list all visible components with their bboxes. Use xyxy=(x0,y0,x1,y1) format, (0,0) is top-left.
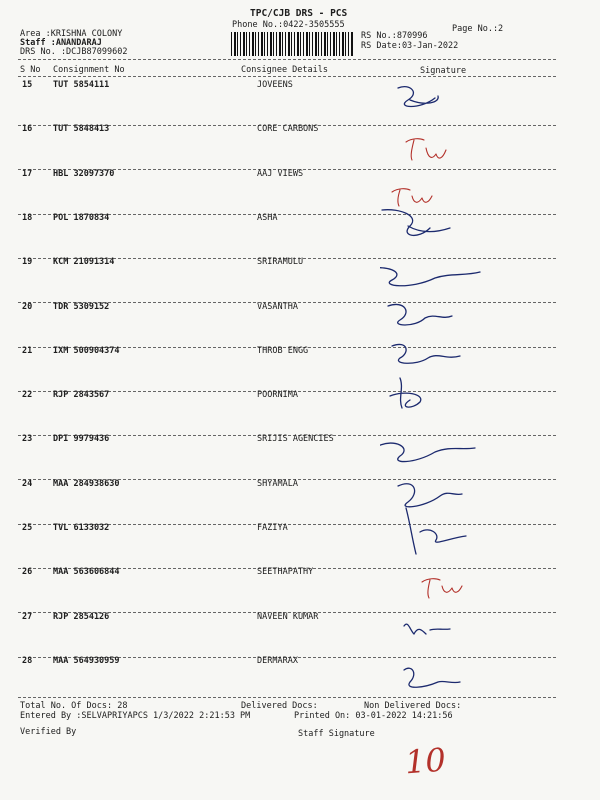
row-consignee: DERMARAX xyxy=(257,656,298,666)
column-consignment: Consignment No xyxy=(53,65,125,75)
signature-row-27 xyxy=(404,624,450,634)
area-label: Area :KRISHNA COLONY xyxy=(20,29,123,39)
row-consignee: POORNIMA xyxy=(257,390,298,400)
signature-row-25 xyxy=(406,508,466,554)
row-consignment-no: MAA 284938630 xyxy=(53,479,120,489)
row-sno: 20 xyxy=(22,302,33,312)
non-delivered-docs: Non Delivered Docs: xyxy=(364,701,462,711)
row-sno: 28 xyxy=(22,656,33,666)
row-consignee: FAZIYA xyxy=(257,523,288,533)
row-consignee: AAJ VIEWS xyxy=(257,169,304,179)
entered-by: Entered By :SELVAPRIYAPCS 1/3/2022 2:21:53 PM xyxy=(20,711,251,721)
staff-label: Staff :ANANDARAJ xyxy=(20,38,102,48)
row-consignee: SEETHAPATHY xyxy=(257,567,314,577)
signature-row-18 xyxy=(382,210,450,236)
signature-row-19 xyxy=(380,268,480,286)
phone-number: Phone No.:0422-3505555 xyxy=(232,20,345,30)
signature-row-17 xyxy=(392,189,432,206)
divider xyxy=(18,59,556,60)
row-consignment-no: TUT 5848413 xyxy=(53,124,110,134)
row-consignee: THROB ENGG xyxy=(257,346,309,356)
signature-row-21 xyxy=(392,344,460,363)
page-number: Page No.:2 xyxy=(452,24,504,34)
row-consignment-no: TDR 5309152 xyxy=(53,302,110,312)
row-consignee: CORE CARBONS xyxy=(257,124,319,134)
row-consignee: VASANTHA xyxy=(257,302,298,312)
row-sno: 26 xyxy=(22,567,33,577)
drs-number: DRS No. :DCJB87099602 xyxy=(20,47,128,57)
delivered-docs: Delivered Docs: xyxy=(241,701,318,711)
row-sno: 16 xyxy=(22,124,33,134)
signature-row-23 xyxy=(380,443,475,462)
signature-row-20 xyxy=(388,304,452,325)
rs-number: RS No.:870996 xyxy=(361,31,428,41)
signature-row-16 xyxy=(406,139,446,160)
row-sno: 18 xyxy=(22,213,33,223)
row-consignment-no: MAA 563606844 xyxy=(53,567,120,577)
document-title: TPC/CJB DRS - PCS xyxy=(250,8,348,19)
row-consignee: JOVEENS xyxy=(257,80,293,90)
row-sno: 25 xyxy=(22,523,33,533)
staff-signature-label: Staff Signature xyxy=(298,729,375,739)
row-consignment-no: RJP 2854126 xyxy=(53,612,110,622)
row-consignment-no: HBL 32097370 xyxy=(53,169,115,179)
rs-date: RS Date:03-Jan-2022 xyxy=(361,41,459,51)
row-sno: 19 xyxy=(22,257,33,267)
total-docs: Total No. Of Docs: 28 xyxy=(20,701,128,711)
signature-row-26 xyxy=(422,579,462,598)
divider xyxy=(18,76,556,77)
signatures-column xyxy=(380,78,570,700)
divider xyxy=(18,697,556,698)
row-consignment-no: TUT 5854111 xyxy=(53,80,110,90)
column-signature: Signature xyxy=(420,66,467,76)
signature-row-15 xyxy=(398,87,438,107)
signature-row-24 xyxy=(398,484,462,507)
row-consignment-no: KCM 21091314 xyxy=(53,257,115,267)
column-consignee: Consignee Details xyxy=(241,65,328,75)
row-consignment-no: MAA 564930959 xyxy=(53,656,120,666)
row-consignment-no: RJP 2843567 xyxy=(53,390,110,400)
row-sno: 15 xyxy=(22,80,33,90)
barcode xyxy=(231,32,353,56)
row-sno: 22 xyxy=(22,390,33,400)
row-consignment-no: IXM 500904374 xyxy=(53,346,120,356)
signature-row-28 xyxy=(404,668,460,687)
row-consignee: SRIRAMULU xyxy=(257,257,304,267)
row-sno: 23 xyxy=(22,434,33,444)
row-sno: 21 xyxy=(22,346,33,356)
row-sno: 27 xyxy=(22,612,33,622)
row-consignment-no: TVL 6133032 xyxy=(53,523,110,533)
verified-by: Verified By xyxy=(20,727,77,737)
row-sno: 24 xyxy=(22,479,33,489)
row-consignee: ASHA xyxy=(257,213,278,223)
row-consignment-no: DPI 9979436 xyxy=(53,434,110,444)
signature-row-22 xyxy=(390,378,421,408)
row-consignee: SHYAMALA xyxy=(257,479,298,489)
row-consignee: NAVEEN KUMAR xyxy=(257,612,319,622)
printed-on: Printed On: 03-01-2022 14:21:56 xyxy=(294,711,453,721)
row-sno: 17 xyxy=(22,169,33,179)
handwritten-count: 10 xyxy=(403,740,447,782)
row-consignee: SRIJIS AGENCIES xyxy=(257,434,334,444)
column-sno: S No xyxy=(20,65,41,75)
row-consignment-no: POL 1870834 xyxy=(53,213,110,223)
